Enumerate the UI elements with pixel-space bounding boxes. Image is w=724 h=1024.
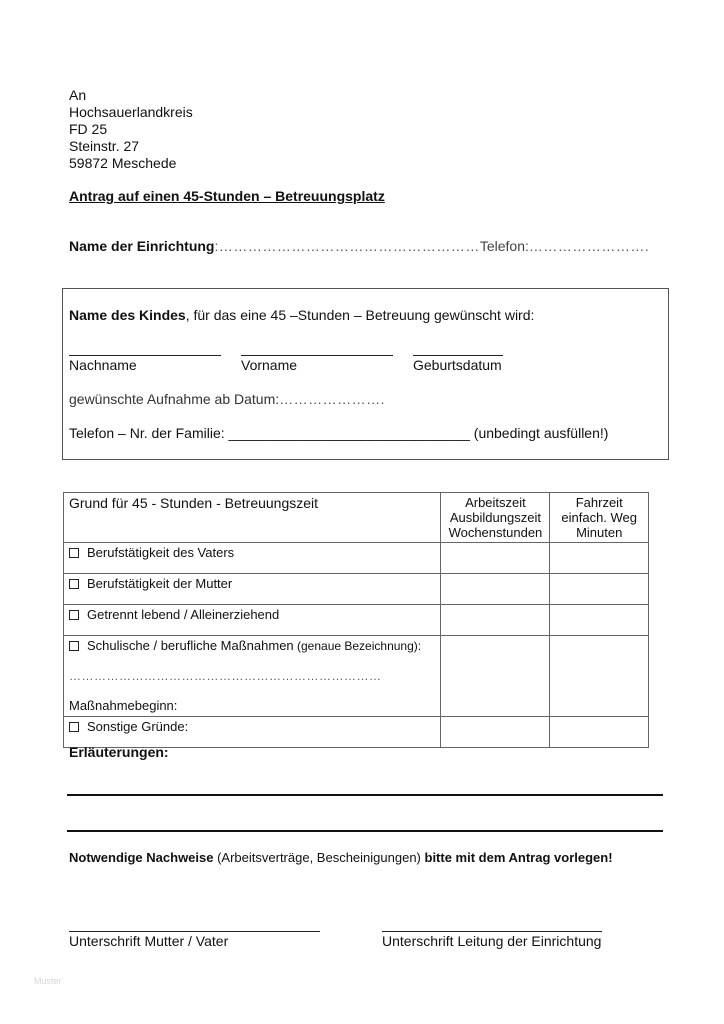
cell-other-hours[interactable] [441,717,550,748]
child-heading-bold: Name des Kindes [69,307,186,323]
admission-dots: …………………. [279,391,386,407]
cell-mother-hours[interactable] [441,574,550,605]
admission-label: gewünschte Aufnahme ab Datum: [69,391,280,407]
address-line-1: An [69,87,87,103]
checkbox-other[interactable] [69,722,79,732]
signature-institution-label: Unterschrift Leitung der Einrichtung [382,933,602,949]
family-phone-note: (unbedingt ausfüllen!) [473,425,609,441]
admission-row [69,391,385,408]
checkbox-mother[interactable] [69,579,79,589]
explanations-label: Erläuterungen: [69,744,169,760]
row-education-dots: ………………………………………………………………… [69,669,382,683]
watermark: Muster [34,976,62,986]
header-travel-3: Minuten [576,525,623,540]
row-mother-label: Berufstätigkeit der Mutter [87,576,233,591]
header-travel-2: einfach. Weg [561,510,638,525]
header-travel [550,493,649,543]
table-row [64,636,649,717]
reasons-table [63,492,649,748]
firstname-label: Vorname [241,357,298,373]
row-education-label: Schulische / berufliche Maßnahmen [87,638,294,653]
cell-father-hours[interactable] [441,543,550,574]
child-heading [69,307,534,324]
cell-education-hours[interactable] [441,636,550,717]
header-work-3: Wochenstunden [448,525,543,540]
proof-notice [69,850,613,866]
address-line-2: Hochsauerlandkreis [69,104,193,120]
family-phone-row [69,425,608,442]
cell-father-travel[interactable] [550,543,649,574]
checkbox-father[interactable] [69,548,79,558]
birthdate-label: Geburtsdatum [413,357,502,373]
cell-other-travel[interactable] [550,717,649,748]
firstname-line [241,355,393,356]
proof-middle: (Arbeitsverträge, Bescheinigungen) [213,850,425,865]
institution-phone-label: Telefon: [479,238,529,254]
explanations-line-2[interactable] [67,830,663,832]
row-single-parent-label: Getrennt lebend / Alleinerziehend [87,607,280,622]
table-row [64,574,649,605]
family-phone-line: _______________________________ [228,425,470,441]
table-row [64,717,649,748]
explanations-line-1[interactable] [67,794,663,796]
signature-line-institution[interactable] [382,931,602,932]
table-row [64,605,649,636]
surname-label: Nachname [69,357,137,373]
address-line-5: 59872 Meschede [69,155,177,171]
institution-phone-dots: ……………………. [528,238,650,254]
signature-line-parent[interactable] [69,931,320,932]
cell-single-parent-travel[interactable] [550,605,649,636]
checkbox-single-parent[interactable] [69,610,79,620]
header-work-1: Arbeitszeit [465,495,526,510]
cell-single-parent-hours[interactable] [441,605,550,636]
row-education-start: Maßnahmebeginn: [69,698,178,713]
birthdate-line [413,355,503,356]
cell-education-travel[interactable] [550,636,649,717]
institution-row [69,238,649,255]
table-row [64,543,649,574]
row-other-label: Sonstige Gründe: [87,719,189,734]
row-education-note: (genaue Bezeichnung): [293,639,422,653]
table-header-row [64,493,649,543]
header-travel-1: Fahrzeit [575,495,623,510]
document-title: Antrag auf einen 45-Stunden – Betreuungsplatz [69,188,385,204]
address-line-4: Steinstr. 27 [69,138,140,154]
row-father-label: Berufstätigkeit des Vaters [87,545,235,560]
header-reason: Grund für 45 - Stunden - Betreuungszeit [64,493,441,543]
header-work-2: Ausbildungszeit [449,510,541,525]
family-phone-label: Telefon – Nr. der Familie: [69,425,225,441]
signature-parent-label: Unterschrift Mutter / Vater [69,933,229,949]
cell-mother-travel[interactable] [550,574,649,605]
institution-dots: :……………………………………………… [214,238,480,254]
header-work [441,493,550,543]
proof-bold: Notwendige Nachweise [69,850,214,865]
institution-label: Name der Einrichtung [69,238,215,254]
child-heading-rest: , für das eine 45 –Stunden – Betreuung gewünscht wird: [185,307,535,323]
proof-end: bitte mit dem Antrag vorlegen! [424,850,613,865]
surname-line [69,355,221,356]
address-line-3: FD 25 [69,121,108,137]
checkbox-education[interactable] [69,641,79,651]
